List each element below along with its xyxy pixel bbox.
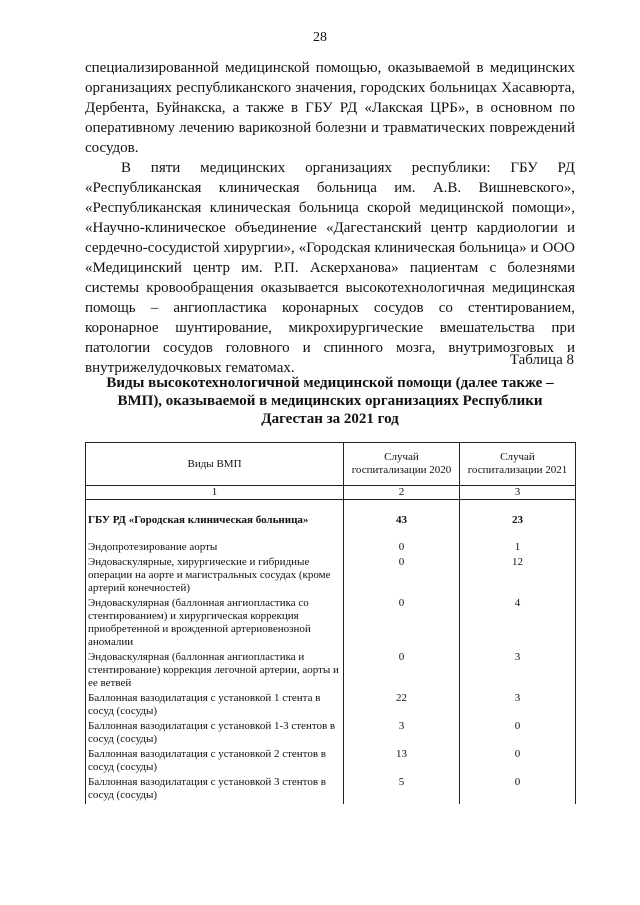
value-2020: 0 xyxy=(344,556,460,597)
table-row xyxy=(86,776,576,804)
vmp-name: Эндоваскулярная (баллонная ангиопластика со стентированием) и хирургическая коррекция приобретенной и врожденной артериовенозной аномалии xyxy=(86,597,344,651)
value-2020: 13 xyxy=(344,748,460,776)
organization-name: ГБУ РД «Городская клиническая больница» xyxy=(86,500,344,542)
value-2021: 1 xyxy=(460,541,576,556)
value-2021: 12 xyxy=(460,556,576,597)
value-2020: 0 xyxy=(344,541,460,556)
value-2021: 0 xyxy=(460,720,576,748)
vmp-name: Эндопротезирование аорты xyxy=(86,541,344,556)
table-row xyxy=(86,720,576,748)
value-2021: 3 xyxy=(460,651,576,692)
organization-2020: 43 xyxy=(344,500,460,542)
organization-row xyxy=(86,500,576,542)
column-number-row xyxy=(86,486,576,500)
vmp-name: Эндоваскулярные, хирургические и гибридные операции на аорте и магистральных сосудах (кроме артерий конечностей) xyxy=(86,556,344,597)
value-2020: 0 xyxy=(344,651,460,692)
table-label: Таблица 8 xyxy=(509,352,574,368)
vmp-name: Баллонная вазодилатация с установкой 3 стентов в сосуд (сосуды) xyxy=(86,776,344,804)
value-2020: 22 xyxy=(344,692,460,720)
column-number: 3 xyxy=(460,486,576,500)
table-row xyxy=(86,541,576,556)
header-2021: Случай госпитализации 2021 xyxy=(460,443,576,486)
vmp-name: Баллонная вазодилатация с установкой 2 стентов в сосуд (сосуды) xyxy=(86,748,344,776)
value-2021: 3 xyxy=(460,692,576,720)
header-2020: Случай госпитализации 2020 xyxy=(344,443,460,486)
table-row xyxy=(86,651,576,692)
column-number: 1 xyxy=(86,486,344,500)
value-2021: 0 xyxy=(460,776,576,804)
organization-2021: 23 xyxy=(460,500,576,542)
table-header-row xyxy=(86,443,576,486)
paragraph-organizations: В пяти медицинских организациях республики: ГБУ РД «Республиканская клиническая больница им. А.В. Вишневского», «Республиканская клиническая больница скорой медицинской помощи», «Научно-клиническое объединение «Дагестанский центр кардиологии и сердечно-сосудистой хирургии», «Городская клиническая больница» и ООО «Медицинский центр им. Р.П. Аскерханова» пациентам с болезнями системы кровообращения оказывается высокотехнологичная медицинская помощь – ангиопластика коронарных сосудов со стентированием, коронарное шунтирование, микрохирургические вмешательства при патологии сосудов головного и спинного мозга, внутримозговых и внутрижелудочковых гематомах. xyxy=(85,160,575,376)
vmp-name: Эндоваскулярная (баллонная ангиопластика и стентирование) коррекция легочной артерии, аорты и ее ветвей xyxy=(86,651,344,692)
vmp-name: Баллонная вазодилатация с установкой 1-3 стентов в сосуд (сосуды) xyxy=(86,720,344,748)
value-2021: 4 xyxy=(460,597,576,651)
page-number: 28 xyxy=(313,30,327,45)
vmp-name: Баллонная вазодилатация с установкой 1 стента в сосуд (сосуды) xyxy=(86,692,344,720)
value-2020: 5 xyxy=(344,776,460,804)
table-row xyxy=(86,748,576,776)
table-row xyxy=(86,692,576,720)
table-row xyxy=(86,556,576,597)
vmp-table xyxy=(85,442,576,804)
value-2020: 0 xyxy=(344,597,460,651)
value-2020: 3 xyxy=(344,720,460,748)
table-title: Виды высокотехнологичной медицинской помощи (далее также – ВМП), оказываемой в медицинских организациях Республики Дагестан за 2021 год xyxy=(106,375,554,427)
table-row xyxy=(86,597,576,651)
body-text xyxy=(85,58,575,378)
paragraph-continuation: специализированной медицинской помощью, оказываемой в медицинских организациях республиканского значения, городских больницах Хасавюрта, Дербента, Буйнакска, а также в ГБУ РД «Лакская ЦРБ», в основном по оперативному лечению варикозной болезни и травматических повреждений сосудов. xyxy=(85,60,575,156)
column-number: 2 xyxy=(344,486,460,500)
value-2021: 0 xyxy=(460,748,576,776)
header-vmp-type: Виды ВМП xyxy=(86,443,344,486)
